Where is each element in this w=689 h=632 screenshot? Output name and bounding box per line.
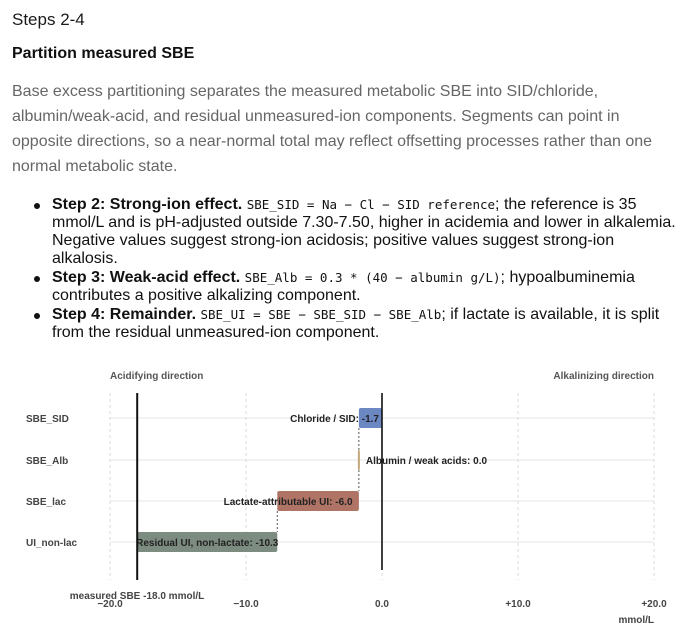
steps-label: Steps 2-4 <box>12 10 85 29</box>
segment-label: Lactate-attributable UI: -6.0 <box>223 497 353 508</box>
category-label: SBE_lac <box>26 497 67 508</box>
measured-sbe-label: measured SBE -18.0 mmol/L <box>69 591 205 602</box>
category-label: SBE_SID <box>26 414 69 425</box>
x-axis-unit: mmol/L <box>618 615 654 626</box>
category-label: UI_non-lac <box>26 538 78 549</box>
tick-label: +20.0 <box>641 599 667 610</box>
tick-label: −20.0 <box>97 599 123 610</box>
step-title: Step 4: Remainder. <box>52 306 197 323</box>
segment-label: Residual UI, non-lactate: -10.3 <box>136 538 279 549</box>
tick-label: −10.0 <box>233 599 259 610</box>
step-title: Step 2: Strong-ion effect. <box>52 196 243 213</box>
category-labels <box>26 414 78 549</box>
direction-label-acidifying: Acidifying direction <box>110 371 204 382</box>
step-text: ; the reference is 35 mmol/L and is pH-adjusted outside 7.30-7.50, higher in acidemia and lower in alkalemia. Negative values suggest strong-ion acidosis; positive values suggest strong-ion alkalosis. <box>52 196 676 267</box>
step-title: Step 3: Weak-acid effect. <box>52 269 241 286</box>
tick-label: +10.0 <box>505 599 531 610</box>
step-formula: SBE_UI = SBE − SBE_SID − SBE_Alb <box>200 307 442 322</box>
step-text: ; hypoalbuminemia contributes a positive alkalizing component. <box>52 269 635 304</box>
step-formula: SBE_SID = Na − Cl − SID reference <box>246 197 496 212</box>
direction-label-alkalinizing: Alkalinizing direction <box>553 371 654 382</box>
step-formula: SBE_Alb = 0.3 * (40 − albumin g/L) <box>244 270 501 285</box>
step-text: ; if lactate is available, it is split from the residual unmeasured-ion component. <box>52 306 660 341</box>
bars-layer <box>136 393 487 580</box>
segment-bar <box>358 450 360 470</box>
intro-paragraph: Base excess partitioning separates the measured metabolic SBE into SID/chloride, albumin/weak-acid, and residual unmeasured-ion components. Segments can point in opposite directions, so a near-normal total may reflect offsetting processes rather than one normal metabolic state. <box>12 83 653 175</box>
segment-label: Albumin / weak acids: 0.0 <box>365 456 488 467</box>
tick-label: 0.0 <box>375 599 389 610</box>
category-label: SBE_Alb <box>26 456 69 467</box>
section-title: Partition measured SBE <box>12 45 195 62</box>
segment-label: Chloride / SID: -1.7 <box>290 414 379 425</box>
